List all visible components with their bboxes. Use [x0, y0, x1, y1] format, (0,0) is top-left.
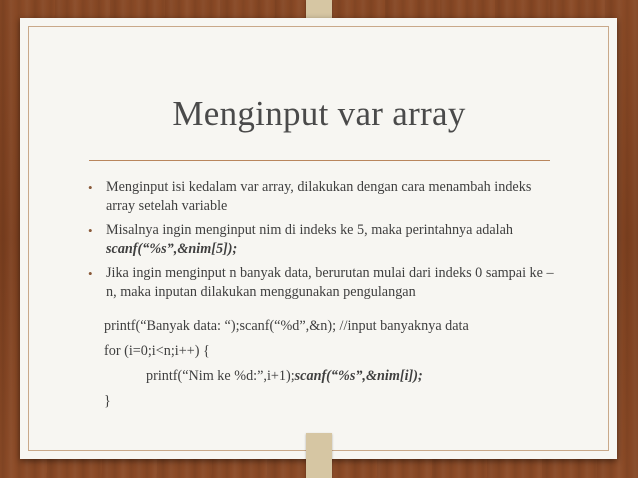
bullet-text: Menginput isi kedalam var array, dilakukan dengan cara menambah indeks array setelah variable	[106, 179, 532, 214]
bullet-text: Jika ingin menginput n banyak data, berurutan mulai dari indeks 0 sampai ke – n, maka inputan dilakukan menggunakan pengulangan	[106, 265, 554, 300]
bullet-dot-icon: •	[88, 180, 93, 195]
bullet-dot-icon: •	[88, 223, 93, 238]
code-line: for (i=0;i<n;i++) {	[104, 343, 210, 359]
bullet-code-emphasis: scanf(“%s”,&nim[5]);	[106, 241, 238, 257]
bullet-list	[88, 178, 558, 307]
tape-bottom	[306, 433, 332, 478]
code-line: printf(“Banyak data: “);scanf(“%d”,&n); //input banyaknya data	[104, 318, 469, 334]
bullet-item	[88, 221, 558, 259]
slide-title: Menginput var array	[172, 94, 466, 133]
title-divider	[89, 160, 550, 161]
code-text: printf(“Nim ke %d:”,i+1);	[146, 368, 295, 384]
code-line: }	[104, 393, 111, 409]
code-line	[146, 368, 423, 385]
code-emphasis: scanf(“%s”,&nim[i]);	[294, 368, 423, 384]
bullet-dot-icon: •	[88, 266, 93, 281]
bullet-item	[88, 178, 558, 216]
bullet-text: Misalnya ingin menginput nim di indeks ke 5, maka perintahnya adalah	[106, 222, 514, 238]
bullet-item	[88, 264, 558, 302]
